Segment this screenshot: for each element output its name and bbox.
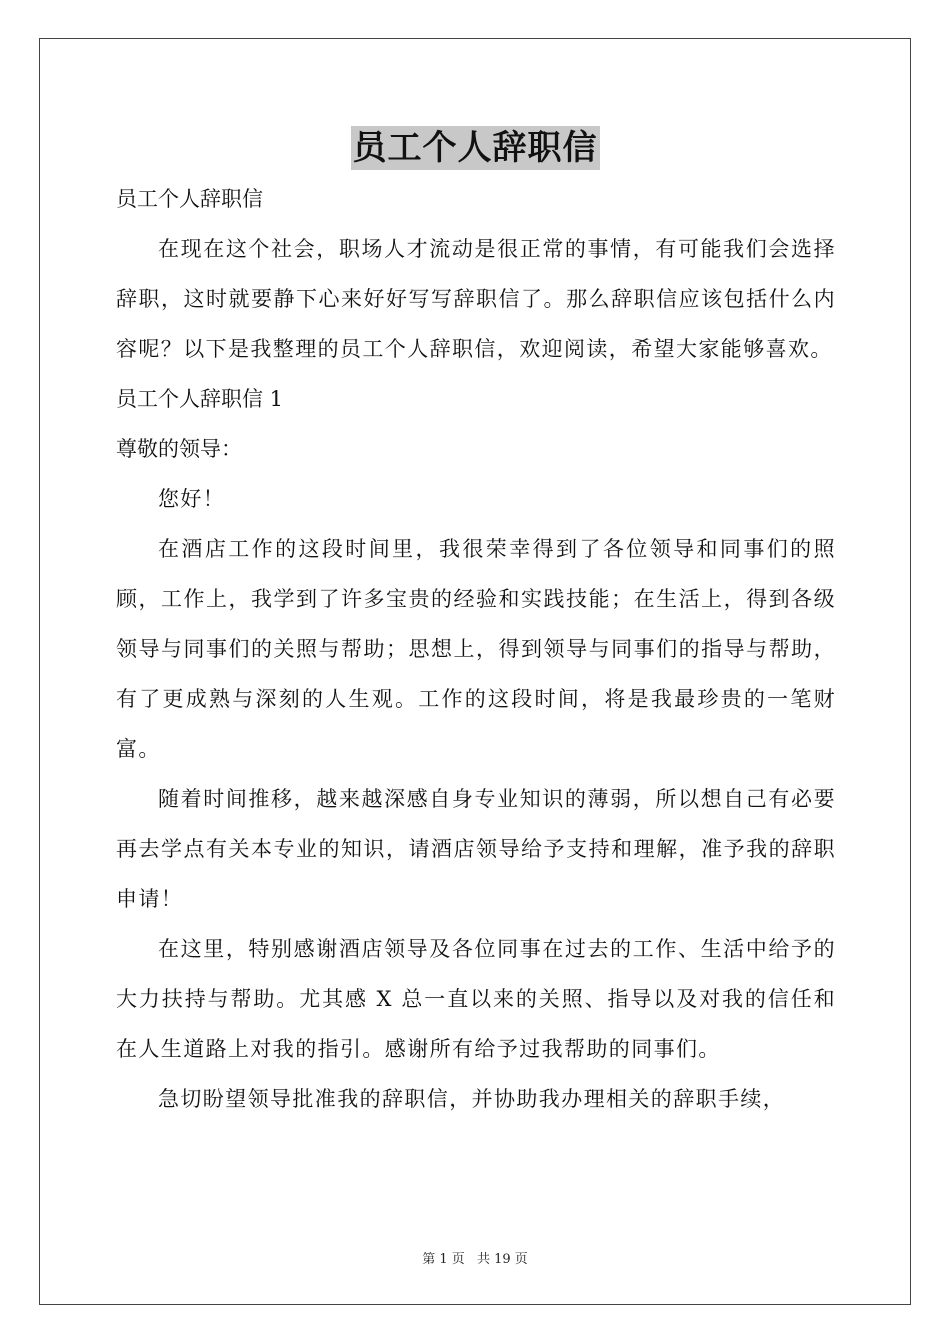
page-total: 共 19 页 [476,1252,528,1267]
document-title: 员工个人辞职信 [352,128,598,168]
page-footer [0,1248,950,1267]
body-paragraph: 随着时间推移，越来越深感自身专业知识的薄弱，所以想自己有必要再去学点有关本专业的知识，请酒店领导给予支持和理解，准予我的辞职申请！ [116,787,836,911]
salutation: 尊敬的领导： [116,437,242,461]
document-body [116,174,836,1124]
greeting: 您好！ [158,487,226,511]
section-heading: 员工个人辞职信 1 [116,387,284,411]
body-paragraph: 急切盼望领导批准我的辞职信，并协助我办理相关的辞职手续， [158,1087,786,1111]
subtitle: 员工个人辞职信 [116,187,263,211]
intro-paragraph: 在现在这个社会，职场人才流动是很正常的事情，有可能我们会选择辞职，这时就要静下心来好好写写辞职信了。那么辞职信应该包括什么内容呢？以下是我整理的员工个人辞职信，欢迎阅读，希望大家能够喜欢。 [116,237,836,361]
body-paragraph: 在这里，特别感谢酒店领导及各位同事在过去的工作、生活中给予的大力扶持与帮助。尤其感 X 总一直以来的关照、指导以及对我的信任和在人生道路上对我的指引。感谢所有给予过我帮助的同事们。 [116,937,836,1061]
body-paragraph: 在酒店工作的这段时间里，我很荣幸得到了各位领导和同事们的照顾，工作上，我学到了许多宝贵的经验和实践技能；在生活上，得到各级领导与同事们的关照与帮助；思想上，得到领导与同事们的指导与帮助，有了更成熟与深刻的人生观。工作的这段时间，将是我最珍贵的一笔财富。 [116,537,836,761]
title-wrapper [0,126,950,170]
page-number: 第 1 页 [422,1252,465,1267]
